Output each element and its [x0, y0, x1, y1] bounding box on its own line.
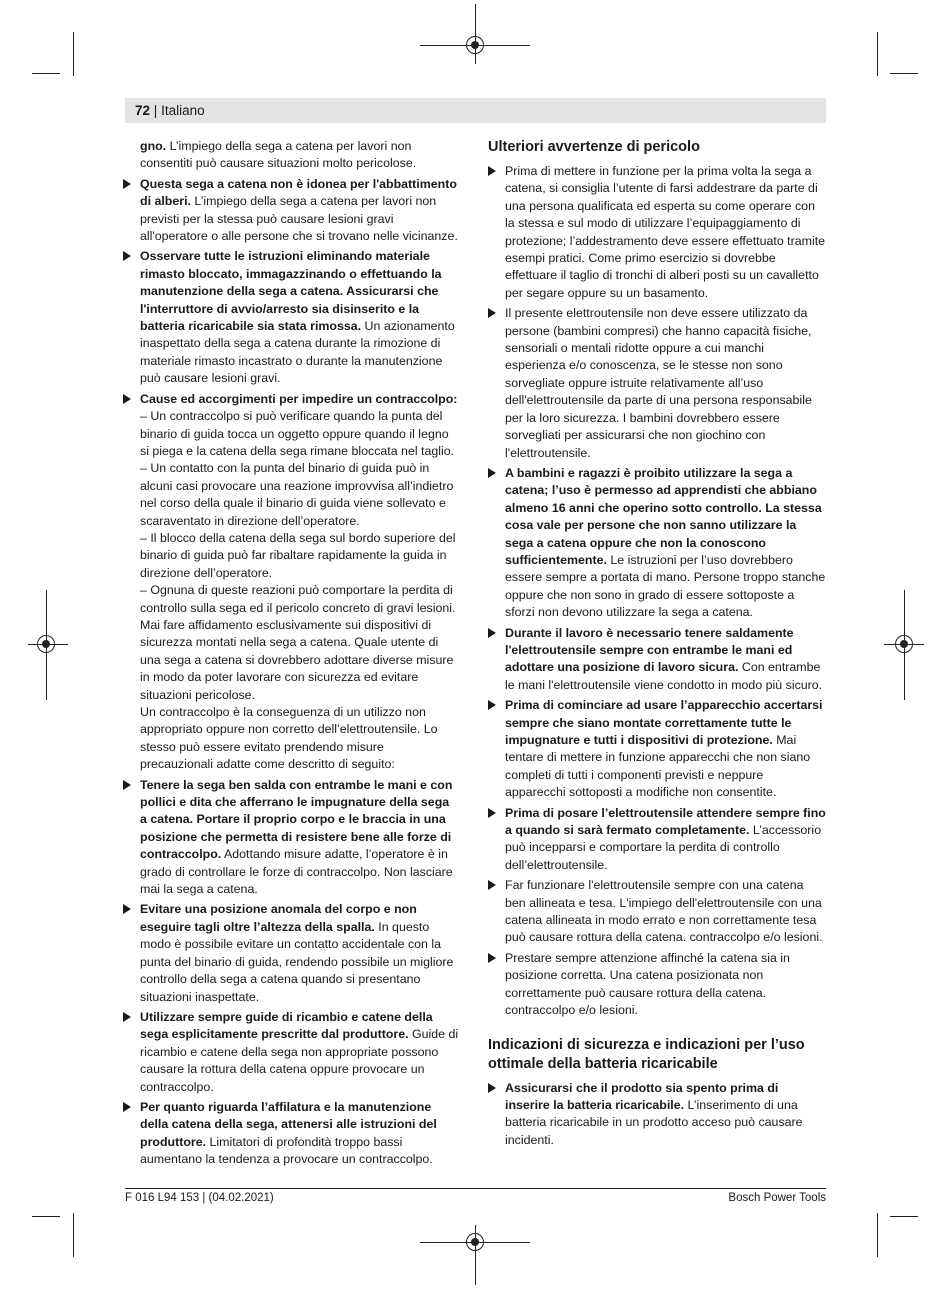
right-column — [488, 138, 826, 1152]
bullet-arrow-icon — [488, 953, 496, 963]
registration-line — [475, 4, 476, 64]
crop-mark — [73, 32, 74, 76]
bullet-arrow-icon — [488, 166, 496, 176]
warning-bullet: Prestare sempre attenzione affinché la catena sia in posizione corretta. Una catena posizionata non correttamente può causare rottura della catena. contraccolpo e/o lesioni. — [488, 950, 826, 1020]
warning-bullet: Questa sega a catena non è idonea per l'abbattimento di alberi. L’impiego della sega a catena per lavori non previsti per la stessa può causare lesioni gravi all'operatore o alle persone che si trovano nelle vicinanze. — [123, 176, 459, 246]
registration-mark-left — [37, 635, 55, 653]
registration-mark-top — [466, 36, 484, 54]
warning-bullet: Assicurarsi che il prodotto sia spento prima di inserire la batteria ricaricabile. L’inserimento di una batteria ricaricabile in un prodotto acceso può causare incidenti. — [488, 1080, 826, 1150]
footer-brand: Bosch Power Tools — [728, 1192, 826, 1204]
bullet-arrow-icon — [123, 904, 131, 914]
intro-paragraph: gno. L’impiego della sega a catena per lavori non consentiti può causare situazioni molto pericolose. — [140, 139, 417, 171]
kickback-point: – Il blocco della catena della sega sul bordo superiore del binario di guida può far ribaltare rapidamente la guida in direzione dell’operatore. — [140, 530, 456, 580]
bullet-arrow-icon — [488, 808, 496, 818]
bullet-arrow-icon — [488, 880, 496, 890]
warning-bullet: Utilizzare sempre guide di ricambio e catene della sega esplicitamente prescritte dal produttore. Guide di ricambio e catene della sega non appropriate possono causare la rottura della catena oppure provocare un contraccolpo. — [123, 1009, 459, 1096]
crop-mark — [32, 1216, 60, 1217]
bullet-arrow-icon — [123, 1012, 131, 1022]
bullet-arrow-icon — [488, 468, 496, 478]
warning-bullet-kickback: Cause ed accorgimenti per impedire un contraccolpo: – Un contraccolpo si può verificare quando la punta del binario di guida tocca un oggetto oppure quando il legno si piega e la catena della sega rimane bloccata nel taglio. – Un contatto con la punta del binario di guida può in alcuni casi provocare una reazione improvvisa all’indietro nel corso della quale il binario di guida viene sollevato e scaraventato in direzione dell’operatore. – Il blocco della catena della sega sul bordo superiore del binario di guida può far ribaltare rapidamente la guida in direzione dell’operatore. – Ognuna di queste reazioni può comportare la perdita di controllo sulla sega ed il pericolo concreto di gravi lesioni. Mai fare affidamento esclusivamente sui dispositivi di sicurezza montati nella sega a catena. Quale utente di una sega a catena si dovrebbero adottare diverse misure in modo da poter lavorare con sicurezza ed evitare situazioni pericolose. Un contraccolpo è la conseguenza di un utilizzo non appropriato oppure non corretto dell’elettroutensile. Lo stesso può essere evitato prendendo misure precauzionali adatte come descritto di seguito: — [123, 391, 459, 774]
bullet-arrow-icon — [123, 780, 131, 790]
crop-mark — [32, 73, 60, 74]
crop-mark — [73, 1213, 74, 1257]
header-separator: | — [153, 103, 158, 118]
registration-mark-bottom — [466, 1233, 484, 1251]
left-column — [123, 138, 459, 1172]
registration-mark-right — [895, 635, 913, 653]
warning-bullet: Far funzionare l'elettroutensile sempre con una catena ben allineata e tesa. L'impiego dell'elettroutensile con una catena allineata in modo errato e non correttamente tesa può causare rottura della catena. contraccolpo e/o lesioni. — [488, 877, 826, 947]
warning-bullet: Evitare una posizione anomala del corpo e non eseguire tagli oltre l’altezza della spalla. In questo modo è possibile evitare un contatto accidentale con la punta del binario di guida, rendendo possibile un migliore controllo della sega a catena quando si presentano situazioni inaspettate. — [123, 901, 459, 1005]
section-title: Ulteriori avvertenze di pericolo — [488, 139, 700, 155]
kickback-point: – Un contatto con la punta del binario di guida può in alcuni casi provocare una reazione improvvisa all’indietro nel corso della quale il binario di guida viene sollevato e scaraventato in direzione dell’operatore. — [140, 461, 454, 528]
warning-bullet: Osservare tutte le istruzioni eliminando materiale rimasto bloccato, immagazzinando o effettuando la manutenzione della sega a catena. Assicurarsi che l'interruttore di avvio/arresto sia disinserito e la batteria ricaricabile sia stata rimossa. Un azionamento inaspettato della sega a catena durante la rimozione di materiale rimasto incastrato o durante la manutenzione può causare lesioni gravi. — [123, 248, 459, 387]
bullet-arrow-icon — [488, 700, 496, 710]
warning-bullet: Prima di posare l’elettroutensile attendere sempre fino a quando si sarà fermato completamente. L’accessorio può incepparsi e comportare la perdita di controllo dell’elettroutensile. — [488, 805, 826, 875]
warning-bullet: Tenere la sega ben salda con entrambe le mani e con pollici e dita che afferrano le impugnature della sega a catena. Portare il proprio corpo e le braccia in una posizione che permetta di resistere bene alle forze di contraccolpo. Adottando misure adatte, l’operatore è in grado di controllare le forze di contraccolpo. Non lasciare mai la sega a catena. — [123, 777, 459, 899]
crop-mark — [877, 32, 878, 76]
bullet-arrow-icon — [123, 251, 131, 261]
bullet-arrow-icon — [488, 628, 496, 638]
bullet-arrow-icon — [123, 179, 131, 189]
kickback-note: Un contraccolpo è la conseguenza di un utilizzo non appropriato oppure non corretto dell’elettroutensile. Lo stesso può essere evitato prendendo misure precauzionali adatte come descritto di seguito: — [140, 705, 438, 772]
bullet-arrow-icon — [123, 1102, 131, 1112]
crop-mark — [890, 1216, 918, 1217]
kickback-point: – Ognuna di queste reazioni può comportare la perdita di controllo sulla sega ed il pericolo concreto di gravi lesioni. Mai fare affidamento esclusivamente sui dispositivi di sicurezza montati nella sega a catena. Quale utente di una sega a catena si dovrebbero adottare diverse misure in modo da poter lavorare con sicurezza ed evitare situazioni pericolose. — [140, 583, 456, 702]
bullet-arrow-icon — [123, 394, 131, 404]
crop-mark — [890, 73, 918, 74]
header-language: Italiano — [161, 103, 205, 118]
page-header — [135, 103, 205, 119]
warning-bullet: Il presente elettroutensile non deve essere utilizzato da persone (bambini compresi) che hanno capacità fisiche, sensoriali o mentali ridotte oppure a cui manchi esperienza e/o conoscenza, se le stesse non sono sorvegliate oppure istruite relativamente all’uso dell'elettroutensile da parte di una persona responsabile per la loro sicurezza. I bambini dovrebbero essere sorvegliati per assicurarsi che non giochino con l'elettroutensile. — [488, 305, 826, 462]
bullet-arrow-icon — [488, 1083, 496, 1093]
warning-bullet: Prima di mettere in funzione per la prima volta la sega a catena, si consiglia l’utente di farsi addestrare da parte di una persona qualificata ed esperta su come operare con la stessa e sul modo di utilizzare l’equipaggiamento di protezione; l’addestramento deve essere effettuato tramite esempi pratici. Come primo esercizio si dovrebbe effettuare il taglio di tronchi di alberi posti su un cavalletto per segare oppure su un basamento. — [488, 163, 826, 302]
warning-bullet: A bambini e ragazzi è proibito utilizzare la sega a catena; l’uso è permesso ad apprendisti che abbiano almeno 16 anni che operino sotto controllo. La stessa cosa vale per persone che non sanno utilizzare la sega a catena oppure che non la conoscono sufficientemente. Le istruzioni per l’uso dovrebbero essere sempre a portata di mano. Persone troppo stanche oppure che non sono in grado di essere sottoposte a sforzi non devono utilizzare la sega a catena. — [488, 465, 826, 622]
header-bar — [125, 98, 826, 123]
crop-mark — [877, 1213, 878, 1257]
footer-doc-number: F 016 L94 153 | (04.02.2021) — [125, 1192, 274, 1204]
section-title: Indicazioni di sicurezza e indicazioni per l’uso ottimale della batteria ricaricabile — [488, 1036, 805, 1072]
warning-bullet: Durante il lavoro è necessario tenere saldamente l'elettroutensile sempre con entrambe le mani ed adottare una posizione di lavoro sicura. Con entrambe le mani l'elettroutensile viene condotto in modo più sicuro. — [488, 625, 826, 695]
bullet-arrow-icon — [488, 308, 496, 318]
kickback-point: – Un contraccolpo si può verificare quando la punta del binario di guida tocca un oggetto oppure quando il legno si piega e la catena della sega rimane bloccata nel taglio. — [140, 409, 455, 458]
page-number: 72 — [135, 103, 151, 118]
footer-rule — [125, 1188, 826, 1189]
warning-bullet: Per quanto riguarda l’affilatura e la manutenzione della catena della sega, attenersi alle istruzioni del produttore. Limitatori di profondità troppo bassi aumentano la tendenza a provocare un contraccolpo. — [123, 1099, 459, 1169]
warning-bullet: Prima di cominciare ad usare l’apparecchio accertarsi sempre che siano montate correttamente tutte le impugnature e tutti i dispositivi di protezione. Mai tentare di mettere in funzione apparecchi che non siano completi di tutti i componenti previsti e neppure apparecchi sottoposti a modifiche non consentite. — [488, 697, 826, 801]
